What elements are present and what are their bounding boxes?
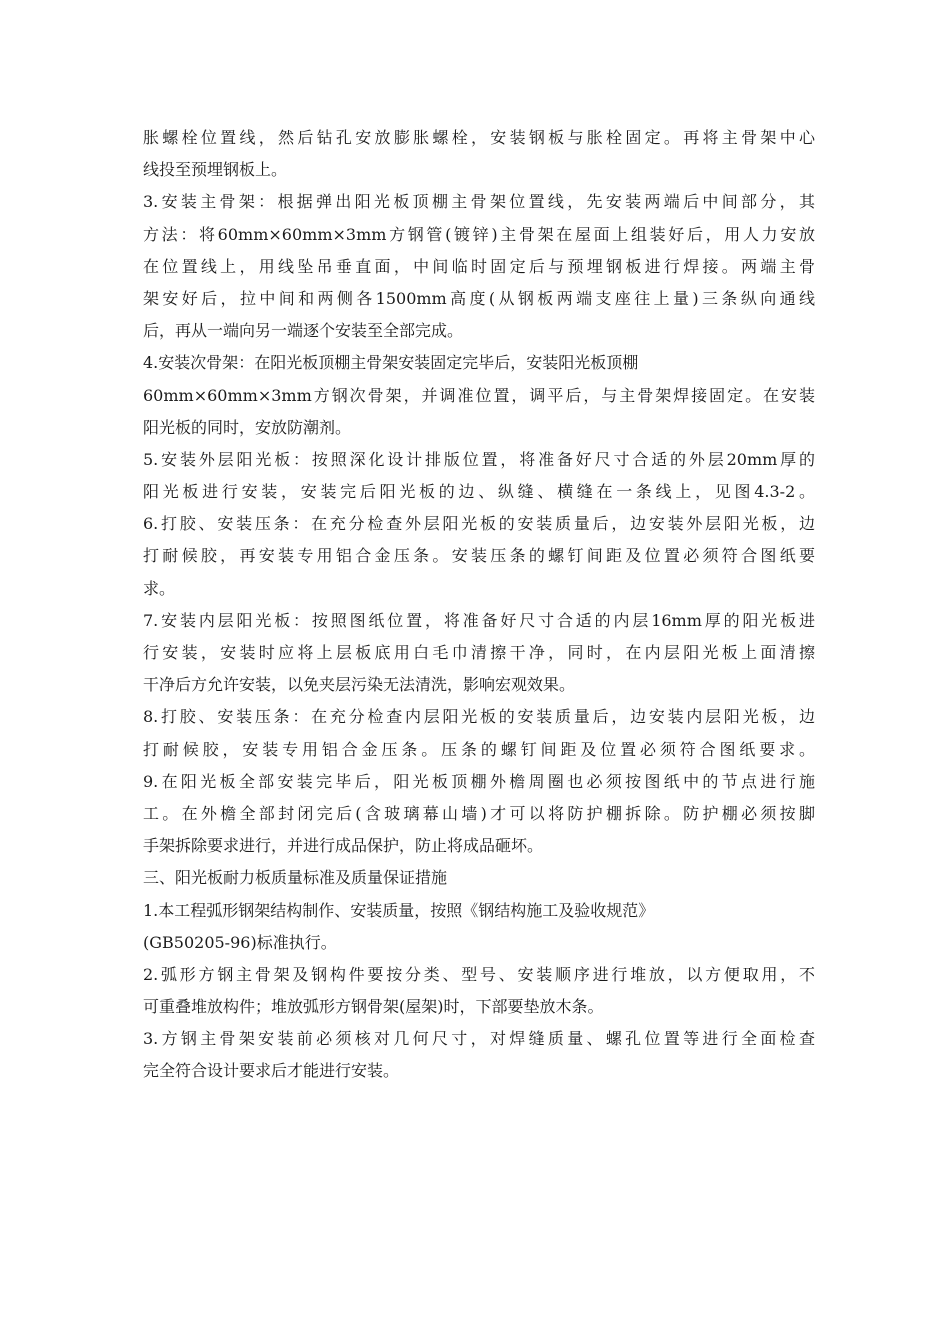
text-line: 9.在阳光板全部安装完毕后，阳光板顶棚外檐周圈也必须按图纸中的节点进行施	[143, 771, 815, 791]
text-line: 阳光板进行安装，安装完后阳光板的边、纵缝、横缝在一条线上，见图4.3-2。	[143, 482, 815, 502]
text-line: (GB50205-96)标准执行。	[143, 932, 337, 952]
text-line: 干净后方允许安装，以免夹层污染无法清洗，影响宏观效果。	[143, 675, 576, 695]
text-line: 阳光板的同时，安放防潮剂。	[143, 417, 352, 437]
text-line: 8.打胶、安装压条：在充分检查内层阳光板的安装质量后，边安装内层阳光板，边	[143, 707, 815, 727]
text-line: 胀螺栓位置线，然后钻孔安放膨胀螺栓，安装钢板与胀栓固定。再将主骨架中心	[143, 128, 815, 147]
text-line: 三、阳光板耐力板质量标准及质量保证措施	[143, 868, 448, 888]
text-line: 架安好后，拉中间和两侧各1500mm高度(从钢板两端支座往上量)三条纵向通线	[143, 288, 815, 308]
text-line: 1.本工程弧形钢架结构制作、安装质量，按照《钢结构施工及验收规范》	[143, 900, 655, 920]
text-line: 求。	[143, 578, 176, 598]
text-line: 手架拆除要求进行，并进行成品保护，防止将成品砸坏。	[143, 836, 544, 856]
text-line: 2.弧形方钢主骨架及钢构件要按分类、型号、安装顺序进行堆放，以方便取用，不	[143, 964, 815, 984]
text-line: 在位置线上，用线坠吊垂直面，中间临时固定后与预埋钢板进行焊接。两端主骨	[143, 256, 815, 276]
text-line: 方法：将60mm×60mm×3mm方钢管(镀锌)主骨架在屋面上组装好后，用人力安放	[143, 224, 815, 244]
text-line: 工。在外檐全部封闭完后(含玻璃幕山墙)才可以将防护棚拆除。防护棚必须按脚	[143, 803, 815, 823]
text-line: 可重叠堆放构件；堆放弧形方钢骨架(屋架)时，下部要垫放木条。	[143, 997, 604, 1017]
text-line: 3.方钢主骨架安装前必须核对几何尺寸，对焊缝质量、螺孔位置等进行全面检查	[143, 1029, 815, 1049]
text-line: 打耐候胶，再安装专用铝合金压条。安装压条的螺钉间距及位置必须符合图纸要	[143, 546, 815, 566]
text-line: 3.安装主骨架：根据弹出阳光板顶棚主骨架位置线，先安装两端后中间部分，其	[143, 192, 815, 212]
document-body	[143, 122, 815, 1088]
text-line: 线投至预埋钢板上。	[143, 160, 288, 180]
text-line: 60mm×60mm×3mm方钢次骨架，并调准位置，调平后，与主骨架焊接固定。在安装	[143, 385, 815, 405]
text-line: 4.安装次骨架：在阳光板顶棚主骨架安装固定完毕后，安装阳光板顶棚	[143, 353, 639, 373]
text-line: 完全符合设计要求后才能进行安装。	[143, 1061, 400, 1081]
text-line: 7.安装内层阳光板：按照图纸位置，将准备好尺寸合适的内层16mm厚的阳光板进	[143, 610, 815, 630]
text-line: 5.安装外层阳光板：按照深化设计排版位置，将准备好尺寸合适的外层20mm厚的	[143, 449, 815, 469]
text-line: 行安装，安装时应将上层板底用白毛巾清擦干净，同时，在内层阳光板上面清擦	[143, 643, 815, 662]
text-line: 打耐候胶，安装专用铝合金压条。压条的螺钉间距及位置必须符合图纸要求。	[143, 739, 815, 759]
text-line: 后，再从一端向另一端逐个安装至全部完成。	[143, 321, 464, 341]
text-line: 6.打胶、安装压条：在充分检查外层阳光板的安装质量后，边安装外层阳光板，边	[143, 514, 815, 534]
